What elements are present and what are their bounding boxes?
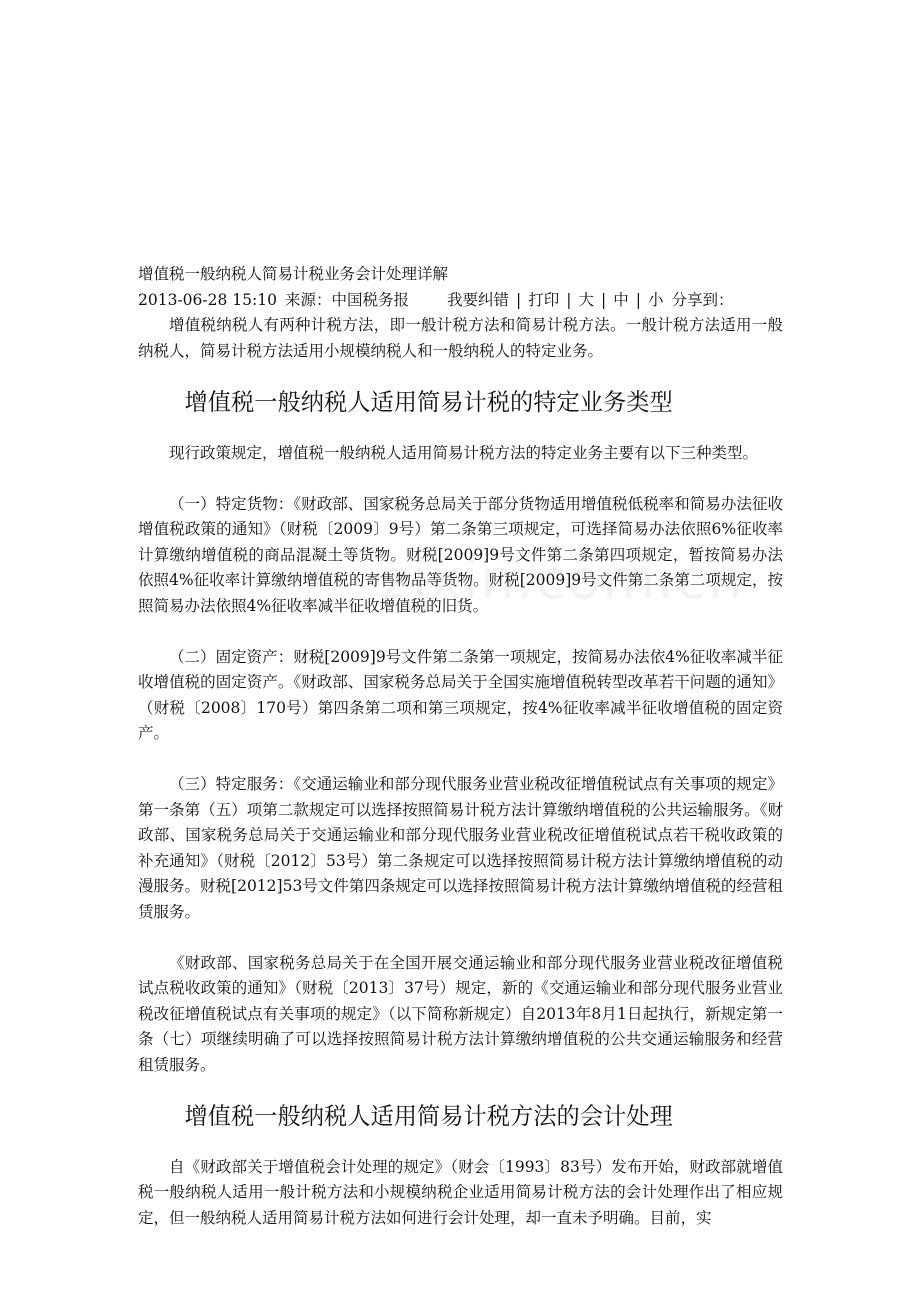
- font-small-link[interactable]: 小: [647, 290, 664, 309]
- article-title: 增值税一般纳税人简易计税业务会计处理详解: [138, 265, 449, 283]
- publish-datetime: 2013-06-28 15:10: [138, 290, 277, 309]
- article-source: 来源：中国税务报: [284, 290, 409, 309]
- article-meta: [138, 288, 783, 314]
- share-label[interactable]: 分享到：: [671, 290, 734, 309]
- paragraph-policy: 现行政策规定，增值税一般纳税人适用简易计税方法的特定业务主要有以下三种类型。: [169, 443, 759, 462]
- font-medium-link[interactable]: 中: [613, 290, 629, 309]
- separator: |: [516, 290, 522, 309]
- paragraph-fixed-assets: （二）固定资产：财税[2009]9号文件第二条第一项规定，按简易办法依4%征收率减半征收增值税的固定资产。《财政部、国家税务总局关于全国实施增值税转型改革若干问题的通知》（财税〔2008〕170号）第四条第二项和第三项规定，按4%征收率减半征收增值税的固定资产。: [138, 647, 783, 742]
- article: [138, 262, 783, 1231]
- section-heading-accounting: 增值税一般纳税人适用简易计税方法的会计处理: [184, 1102, 673, 1130]
- paragraph-special-goods: （一）特定货物：《财政部、国家税务总局关于部分货物适用增值税低税率和简易办法征收增值税政策的通知》（财税〔2009〕9号）第二条第三项规定，可选择简易办法依照6%征收率计算缴纳增值税的商品混凝土等货物。财税[2009]9号文件第二条第四项规定，暂按简易办法依照4%征收率计算缴纳增值税的寄售物品等货物。财税[2009]9号文件第二条第二项规定，按照简易办法依照4%征收率减半征收增值税的旧货。: [138, 494, 783, 615]
- separator: |: [601, 290, 607, 309]
- print-link[interactable]: 打印: [528, 290, 560, 309]
- separator: |: [635, 290, 641, 309]
- font-large-link[interactable]: 大: [578, 290, 594, 309]
- paragraph-2013-notice: 《财政部、国家税务总局关于在全国开展交通运输业和部分现代服务业营业税改征增值税试点税收政策的通知》（财税〔2013〕37号）规定，新的《交通运输业和部分现代服务业营业税改征增值税试点有关事项的规定》（以下简称新规定）自2013年8月1日起执行，新规定第一条（七）项继续明确了可以选择按照简易计税方法计算缴纳增值税的公共交通运输服务和经营租赁服务。: [138, 953, 783, 1074]
- paragraph-special-services: （三）特定服务：《交通运输业和部分现代服务业营业税改征增值税试点有关事项的规定》第一条第（五）项第二款规定可以选择按照简易计税方法计算缴纳增值税的公共运输服务。《财政部、国家税务总局关于交通运输业和部分现代服务业营业税改征增值税试点若干税收政策的补充通知》（财税〔2012〕53号）第二条规定可以选择按照简易计税方法计算缴纳增值税的动漫服务。财税[2012]53号文件第四条规定可以选择按照简易计税方法计算缴纳增值税的经营租赁服务。: [138, 775, 783, 921]
- intro-paragraph: 增值税纳税人有两种计税方法，即一般计税方法和简易计税方法。一般计税方法适用一般纳税人，简易计税方法适用小规模纳税人和一般纳税人的特定业务。: [138, 316, 783, 360]
- section-heading-types: 增值税一般纳税人适用简易计税的特定业务类型: [184, 388, 673, 416]
- separator: |: [566, 290, 572, 309]
- paragraph-accounting: 自《财政部关于增值税会计处理的规定》（财会〔1993〕83号）发布开始，财政部就增值税一般纳税人适用一般计税方法和小规模纳税企业适用简易计税方法的会计处理作出了相应规定，但一般纳税人适用简易计税方法如何进行会计处理，却一直未予明确。目前，实: [138, 1157, 783, 1227]
- report-error-link[interactable]: 我要纠错: [446, 290, 509, 309]
